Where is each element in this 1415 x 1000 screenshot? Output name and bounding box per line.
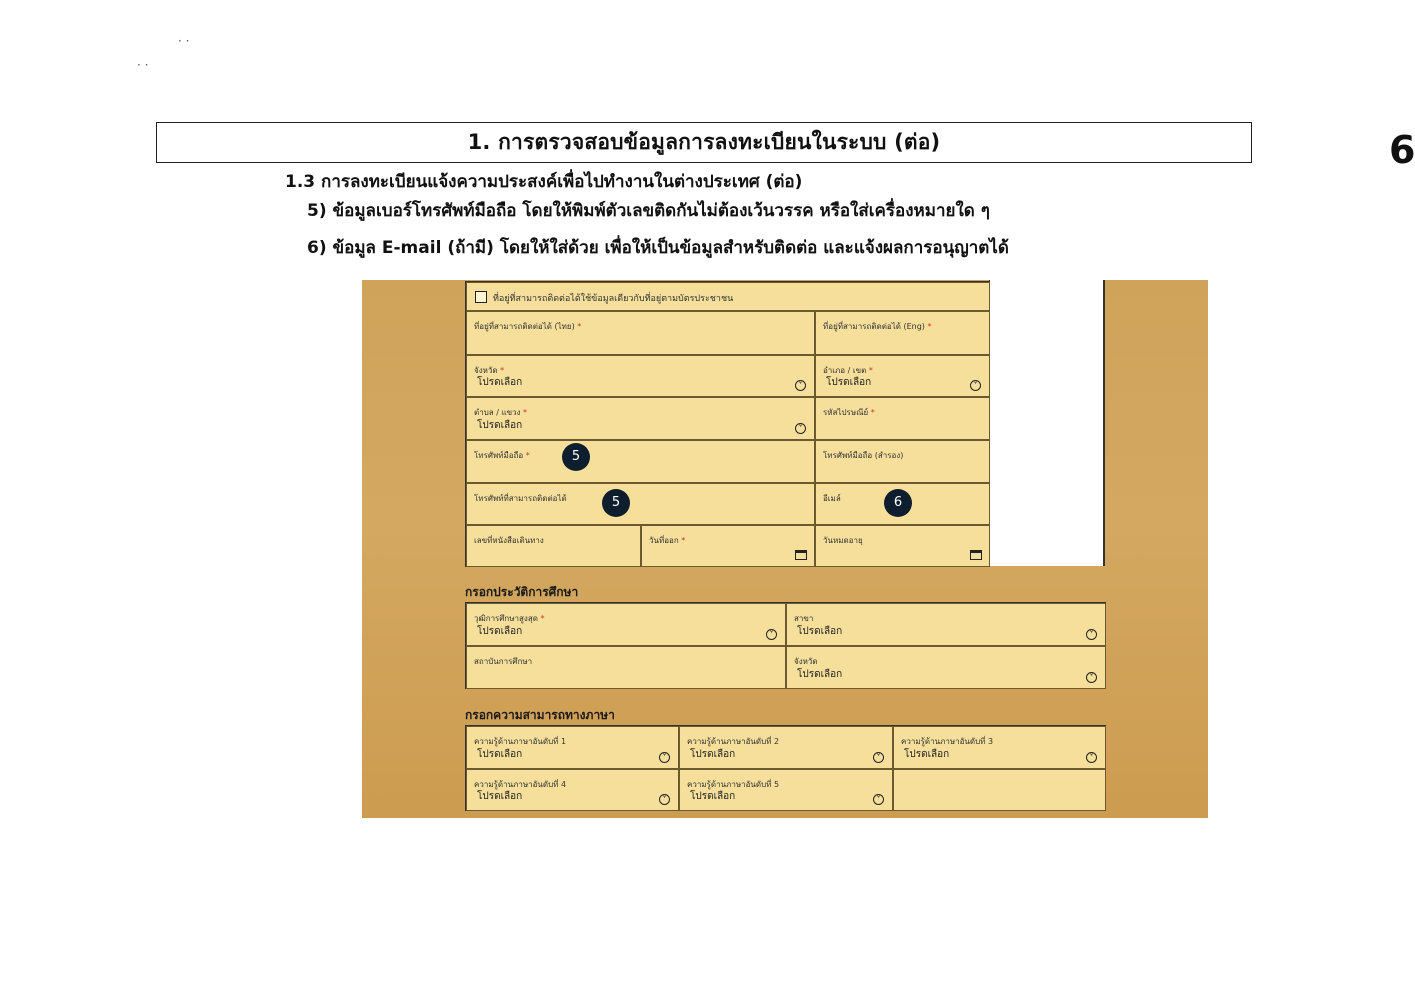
same-address-checkbox[interactable] xyxy=(475,291,487,303)
section-heading: 1.3 การลงทะเบียนแจ้งความประสงค์เพื่อไปทำงานในต่างประเทศ (ต่อ) xyxy=(285,172,803,192)
highest-degree-select[interactable] xyxy=(466,603,786,646)
scan-speck: · · xyxy=(137,58,149,72)
subdistrict-label: ตำบล / แขวง * xyxy=(474,408,528,417)
address-th-label: ที่อยู่ที่สามารถติดต่อได้ (ไทย) * xyxy=(474,322,582,331)
passport-number-label: เลขที่หนังสือเดินทาง xyxy=(474,536,544,545)
address-en-field[interactable] xyxy=(815,311,990,355)
issue-date-label: วันที่ออก * xyxy=(649,536,686,545)
language-5-select[interactable] xyxy=(679,769,893,811)
edge-page-number-fragment: 6 xyxy=(1389,128,1415,172)
chevron-down-icon[interactable]: ˅ xyxy=(766,629,777,640)
calendar-icon[interactable] xyxy=(795,550,807,560)
language-3-label: ความรู้ด้านภาษาอันดับที่ 3 xyxy=(901,737,994,746)
education-section-title: กรอกประวัติการศึกษา xyxy=(465,585,579,599)
province-label: จังหวัด * xyxy=(474,366,505,375)
expiry-date-label: วันหมดอายุ xyxy=(823,536,863,545)
institution-label: สถาบันการศึกษา xyxy=(474,657,533,666)
language-5-label: ความรู้ด้านภาษาอันดับที่ 5 xyxy=(687,780,780,789)
chevron-down-icon[interactable]: ˅ xyxy=(1086,672,1097,683)
language-form xyxy=(465,725,1106,811)
address-en-label: ที่อยู่ที่สามารถติดต่อได้ (Eng) * xyxy=(823,322,932,331)
language-2-select[interactable] xyxy=(679,726,893,769)
chevron-down-icon[interactable]: ˅ xyxy=(795,423,806,434)
chevron-down-icon[interactable]: ˅ xyxy=(1086,629,1097,640)
postal-code-label: รหัสไปรษณีย์ * xyxy=(823,408,875,417)
language-1-select[interactable] xyxy=(466,726,679,769)
education-province-label: จังหวัด xyxy=(794,657,818,666)
language-2-value: โปรดเลือก xyxy=(690,749,736,760)
mobile-alt-field[interactable] xyxy=(815,440,990,483)
chevron-down-icon[interactable]: ˅ xyxy=(873,794,884,805)
address-th-field[interactable] xyxy=(466,311,815,355)
major-select[interactable] xyxy=(786,603,1106,646)
education-form xyxy=(465,602,1106,689)
language-4-select[interactable] xyxy=(466,769,679,811)
province-value: โปรดเลือก xyxy=(477,377,523,388)
scan-speck: · · xyxy=(178,34,190,48)
chevron-down-icon[interactable]: ˅ xyxy=(1086,752,1097,763)
language-2-label: ความรู้ด้านภาษาอันดับที่ 2 xyxy=(687,737,780,746)
language-4-label: ความรู้ด้านภาษาอันดับที่ 4 xyxy=(474,780,567,789)
instruction-item-6: 6) ข้อมูล E-mail (ถ้ามี) โดยให้ใส่ด้วย เพื่อให้เป็นข้อมูลสำหรับติดต่อ และแจ้งผลการอนุญาตได้ xyxy=(307,238,1009,258)
language-5-value: โปรดเลือก xyxy=(690,791,736,802)
chevron-down-icon[interactable]: ˅ xyxy=(970,380,981,391)
major-value: โปรดเลือก xyxy=(797,626,843,637)
chevron-down-icon[interactable]: ˅ xyxy=(659,794,670,805)
mobile-alt-label: โทรศัพท์มือถือ (สำรอง) xyxy=(823,451,904,460)
mobile-label: โทรศัพท์มือถือ * xyxy=(474,451,530,460)
instruction-item-5: 5) ข้อมูลเบอร์โทรศัพท์มือถือ โดยให้พิมพ์ตัวเลขติดกันไม่ต้องเว้นวรรค หรือใส่เครื่องหมายใด ๆ xyxy=(307,201,990,221)
highest-degree-label: วุฒิการศึกษาสูงสุด * xyxy=(474,614,545,623)
education-province-select[interactable] xyxy=(786,646,1106,689)
annotation-badge-5-phone: 5 xyxy=(602,489,630,517)
education-province-value: โปรดเลือก xyxy=(797,669,843,680)
annotation-badge-5-mobile: 5 xyxy=(562,443,590,471)
contact-phone-label: โทรศัพท์ที่สามารถติดต่อได้ xyxy=(474,494,567,503)
expiry-date-field[interactable] xyxy=(815,525,990,567)
district-label: อำเภอ / เขต * xyxy=(823,366,873,375)
contact-phone-field[interactable] xyxy=(466,483,815,525)
language-3-value: โปรดเลือก xyxy=(904,749,950,760)
issue-date-field[interactable] xyxy=(641,525,815,567)
screenshot-blank-area xyxy=(989,280,1105,566)
district-value: โปรดเลือก xyxy=(826,377,872,388)
province-select[interactable] xyxy=(466,355,815,397)
language-4-value: โปรดเลือก xyxy=(477,791,523,802)
language-empty-cell xyxy=(893,769,1106,811)
subdistrict-select[interactable] xyxy=(466,397,815,440)
same-address-label: ที่อยู่ที่สามารถติดต่อได้ใช้ข้อมูลเดียวกับที่อยู่ตามบัตรประชาชน xyxy=(493,294,734,304)
passport-number-field[interactable] xyxy=(466,525,641,567)
language-section-title: กรอกความสามารถทางภาษา xyxy=(465,708,615,722)
subdistrict-value: โปรดเลือก xyxy=(477,420,523,431)
same-address-row[interactable] xyxy=(466,282,990,311)
language-1-label: ความรู้ด้านภาษาอันดับที่ 1 xyxy=(474,737,567,746)
district-select[interactable] xyxy=(815,355,990,397)
chevron-down-icon[interactable]: ˅ xyxy=(795,380,806,391)
chevron-down-icon[interactable]: ˅ xyxy=(873,752,884,763)
highest-degree-value: โปรดเลือก xyxy=(477,626,523,637)
contact-form xyxy=(465,281,990,567)
language-1-value: โปรดเลือก xyxy=(477,749,523,760)
language-3-select[interactable] xyxy=(893,726,1106,769)
mobile-field[interactable] xyxy=(466,440,815,483)
email-label: อีเมล์ xyxy=(823,494,841,503)
page-title-text: 1. การตรวจสอบข้อมูลการลงทะเบียนในระบบ (ต่อ) xyxy=(467,130,941,154)
institution-field[interactable] xyxy=(466,646,786,689)
chevron-down-icon[interactable]: ˅ xyxy=(659,752,670,763)
postal-code-field[interactable] xyxy=(815,397,990,440)
calendar-icon[interactable] xyxy=(970,550,982,560)
annotation-badge-6-email: 6 xyxy=(884,489,912,517)
major-label: สาขา xyxy=(794,614,814,623)
page-title xyxy=(156,122,1252,163)
